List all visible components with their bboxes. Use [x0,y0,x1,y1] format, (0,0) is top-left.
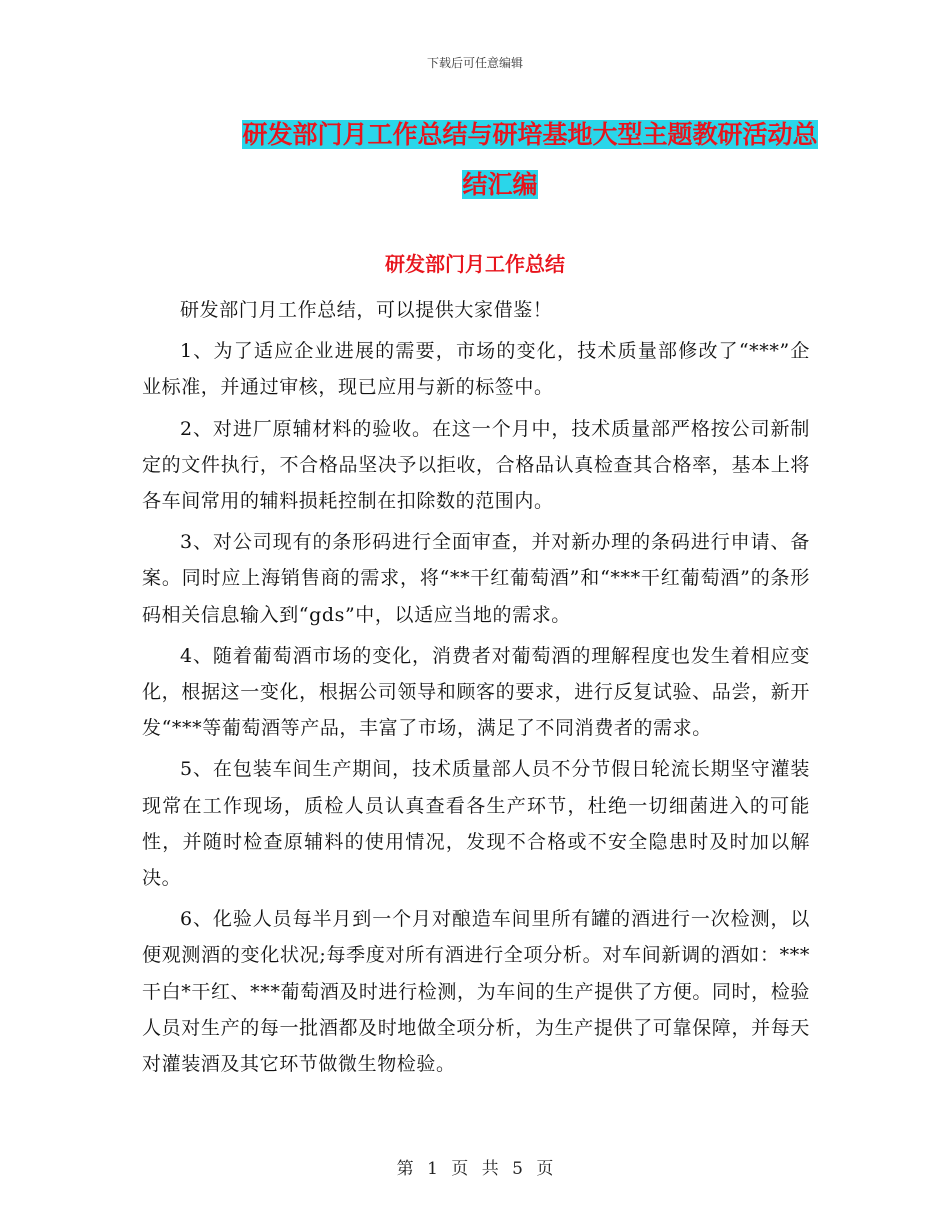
page-number-footer: 第 1 页 共 5 页 [396,1159,554,1179]
paragraph-6: 6、化验人员每半月到一个月对酿造车间里所有罐的酒进行一次检测，以便观测酒的变化状况;每季度对所有酒进行全项分析。对车间新调的酒如：***干白*干红、***葡萄酒及时进行检测，为车间的生产提供了方便。同时，检验人员对生产的每一批酒都及时地做全项分析，为生产提供了可靠保障，并每天对灌装酒及其它环节做微生物检验。 [142,908,810,1076]
paragraph-1: 1、为了适应企业进展的需要，市场的变化，技术质量部修改了“***”企业标准，并通过审核，现已应用与新的标签中。 [142,340,810,399]
paragraph-4: 4、随着葡萄酒市场的变化，消费者对葡萄酒的理解程度也发生着相应变化，根据这一变化，根据公司领导和顾客的要求，进行反复试验、品尝，新开发“***等葡萄酒等产品，丰富了市场，满足了不同消费者的需求。 [142,644,810,740]
section-title: 研发部门月工作总结 [385,252,565,276]
paragraph-5: 5、在包装车间生产期间，技术质量部人员不分节假日轮流长期坚守灌装现常在工作现场，质检人员认真查看各生产环节，杜绝一切细菌进入的可能性，并随时检查原辅料的使用情况，发现不合格或不安全隐患时及时加以解决。 [142,758,810,890]
paragraph-2: 2、对进厂原辅材料的验收。在这一个月中，技术质量部严格按公司新制定的文件执行，不合格品坚决予以拒收，合格品认真检查其合格率，基本上将各车间常用的辅料损耗控制在扣除数的范围内。 [142,417,810,513]
title-line-1: 研发部门月工作总结与研培基地大型主题教研活动总 [242,120,818,149]
document-body [142,292,810,1087]
page-header-note: 下载后可任意编辑 [426,56,523,70]
paragraph-intro: 研发部门月工作总结，可以提供大家借鉴！ [180,299,553,321]
title-line-2: 结汇编 [462,170,538,199]
paragraph-3: 3、对公司现有的条形码进行全面审查，并对新办理的条码进行申请、备案。同时应上海销售商的需求，将“**干红葡萄酒”和“***干红葡萄酒”的条形码相关信息输入到“gds”中，以适应当地的需求。 [142,531,810,626]
document-title [140,110,860,210]
